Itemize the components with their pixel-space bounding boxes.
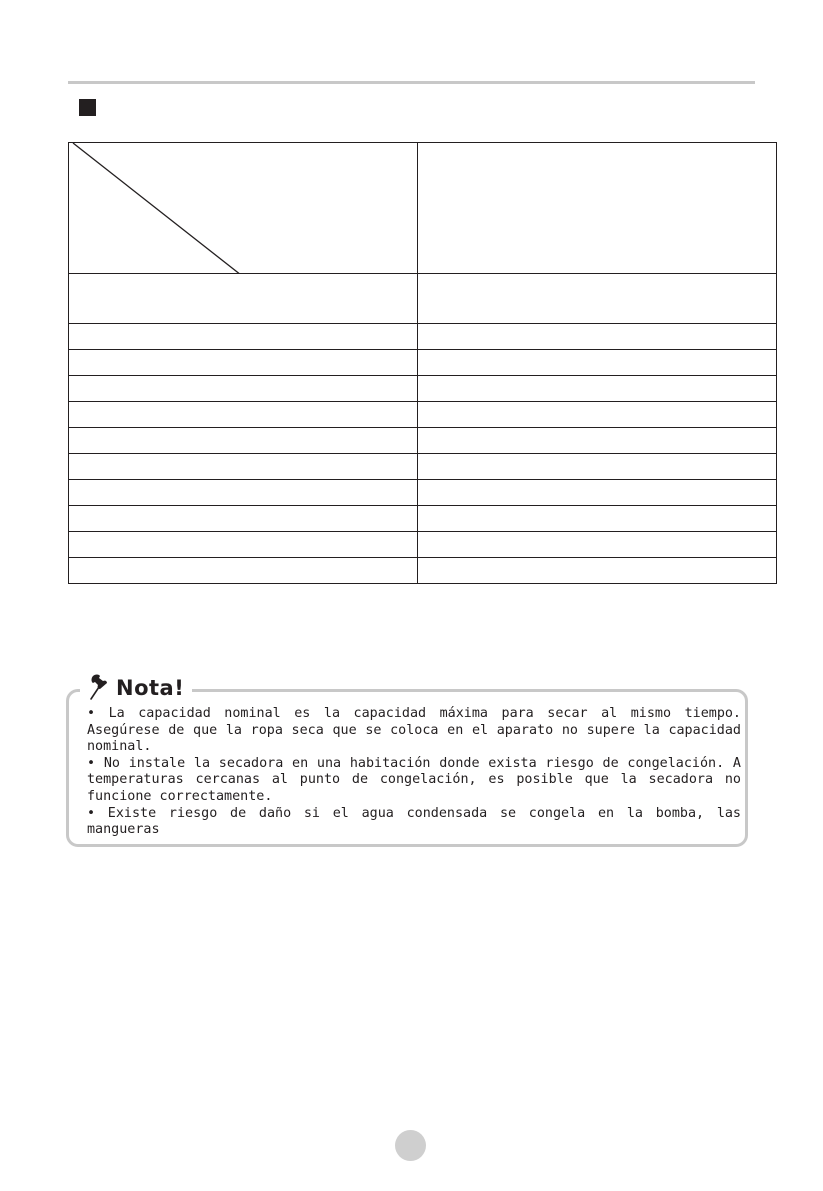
table-cell bbox=[418, 454, 777, 480]
table-cell bbox=[69, 454, 418, 480]
table-cell bbox=[418, 428, 777, 454]
table-cell bbox=[69, 402, 418, 428]
spec-table bbox=[68, 142, 777, 584]
table-row bbox=[69, 558, 777, 584]
table-row bbox=[69, 274, 777, 324]
table-cell bbox=[69, 274, 418, 324]
table-row bbox=[69, 454, 777, 480]
table-cell bbox=[418, 143, 777, 274]
note-body bbox=[87, 706, 741, 839]
note-header bbox=[80, 671, 192, 705]
table-row bbox=[69, 350, 777, 376]
table-cell bbox=[69, 428, 418, 454]
table-cell bbox=[69, 376, 418, 402]
table-row bbox=[69, 376, 777, 402]
table-row bbox=[69, 324, 777, 350]
table-cell bbox=[418, 506, 777, 532]
table-cell bbox=[418, 402, 777, 428]
note-paragraph: • Existe riesgo de daño si el agua condensada se congela en la bomba, las mangueras bbox=[87, 805, 741, 838]
table-cell bbox=[69, 558, 418, 584]
diagonal-split-line bbox=[69, 143, 417, 273]
table-cell bbox=[418, 480, 777, 506]
page-number-badge bbox=[395, 1130, 426, 1161]
diagonal-header-cell bbox=[69, 143, 418, 274]
table-header-row bbox=[69, 143, 777, 274]
note-paragraph: • La capacidad nominal es la capacidad máxima para secar al mismo tiempo. Asegúrese de que la ropa seca que se coloca en el aparato no supere la capacidad nominal. bbox=[87, 706, 741, 755]
table-cell bbox=[69, 324, 418, 350]
table-cell bbox=[69, 350, 418, 376]
note-paragraph: • No instale la secadora en una habitación donde exista riesgo de congelación. A temperaturas cercanas al punto de congelación, es posible que la secadora no funcione correctamente. bbox=[87, 755, 741, 804]
table-row bbox=[69, 506, 777, 532]
table-cell bbox=[69, 506, 418, 532]
note-title: Nota! bbox=[116, 676, 185, 700]
table-row bbox=[69, 480, 777, 506]
table-cell bbox=[418, 558, 777, 584]
section-marker-square bbox=[79, 99, 96, 116]
header-rule bbox=[68, 81, 755, 84]
table-row bbox=[69, 532, 777, 558]
table-row bbox=[69, 428, 777, 454]
table-row bbox=[69, 402, 777, 428]
table-cell bbox=[418, 274, 777, 324]
table-cell bbox=[69, 532, 418, 558]
table-cell bbox=[69, 480, 418, 506]
table-cell bbox=[418, 350, 777, 376]
table-cell bbox=[418, 376, 777, 402]
pushpin-icon bbox=[84, 673, 112, 703]
table-cell bbox=[418, 324, 777, 350]
table-cell bbox=[418, 532, 777, 558]
